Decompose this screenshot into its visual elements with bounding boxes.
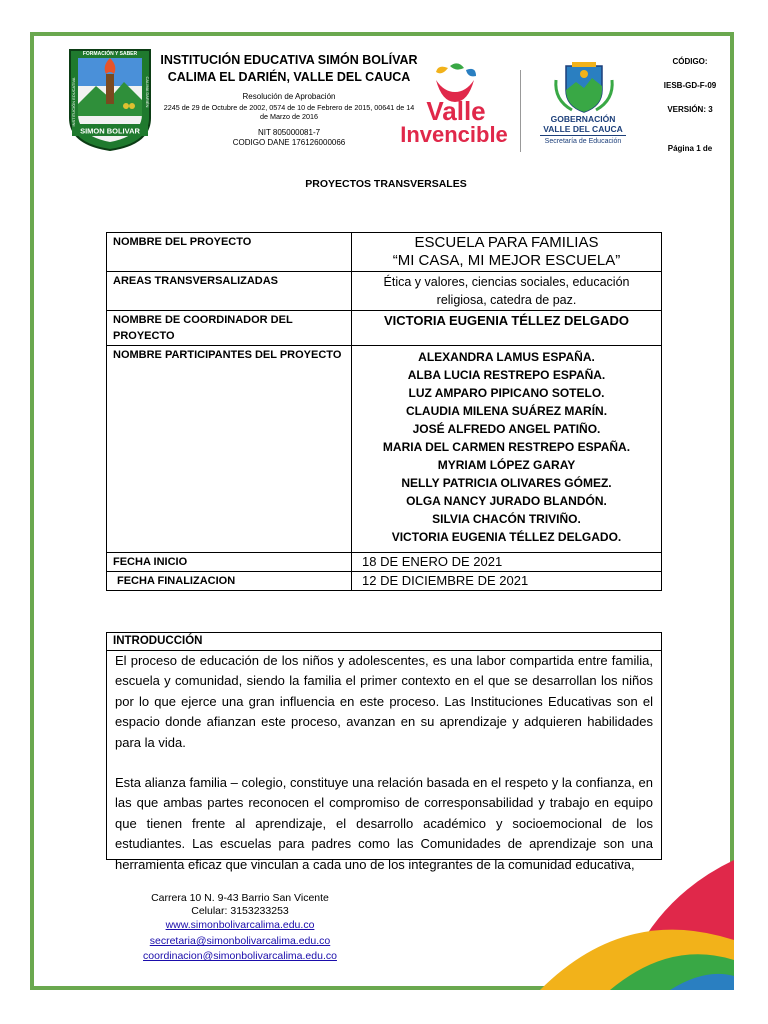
decorative-color-waves [500,860,734,990]
areas-value: Ética y valores, ciencias sociales, educación religiosa, catedra de paz. [352,272,662,311]
logo-separator [520,70,521,152]
dane-code: CODIGO DANE 176126000066 [232,138,346,147]
introduction-heading: INTRODUCCIÓN [107,633,661,651]
footer-website-wrap [120,919,360,932]
project-name-line1: ESCUELA PARA FAMILIAS [414,234,599,251]
participants-label: NOMBRE PARTICIPANTES DEL PROYECTO [107,346,352,553]
logo-top-text: FORMACIÓN Y SABER [82,51,138,57]
gobernacion-divider [540,135,626,136]
footer-email-coordinacion-link[interactable]: coordinacion@simonbolivarcalima.edu.co [143,950,337,962]
participant-name: VICTORIA EUGENIA TÉLLEZ DELGADO. [391,530,622,544]
introduction-section [106,632,662,872]
footer-email2-wrap [120,950,360,963]
code-value: IESB-GD-F-09 [663,81,717,90]
logo-banner-text: SIMON BOLIVAR [80,126,140,136]
project-name-line2: “MI CASA, MI MEJOR ESCUELA” [392,252,621,269]
resolution-title: Resolución de Aprobación [242,92,336,101]
document-title: PROYECTOS TRANSVERSALES [305,178,467,190]
page-indicator [650,144,730,153]
logo-left-text: INSTITUCIÓN EDUCATIVA [71,77,76,127]
participant-name: MYRIAM LÓPEZ GARAY [437,458,576,472]
coordinator-value: VICTORIA EUGENIA TÉLLEZ DELGADO [352,311,662,346]
project-info-table [106,232,662,591]
end-date-label: FECHA FINALIZACION [107,572,352,591]
participant-name: LUZ AMPARO PIPICANO SOTELO. [408,386,605,400]
end-date-value: 12 DE DICIEMBRE DE 2021 [352,572,662,591]
school-logo [62,44,158,152]
participant-name: JOSÉ ALFREDO ANGEL PATIÑO. [412,422,601,436]
table-row [107,346,662,553]
page-suffix: de [702,144,713,153]
code-label: CÓDIGO: [672,57,708,66]
gobernacion-line1: GOBERNACIÓN [550,114,616,124]
institution-name: INSTITUCIÓN EDUCATIVA SIMÓN BOLÍVAR [160,53,418,67]
footer-website-link[interactable]: www.simonbolivarcalima.edu.co [165,919,315,931]
introduction-paragraph-1: El proceso de educación de los niños y adolescentes, es una labor compartida entre familia, escuela y comunidad, siendo la familia el primer contexto en el que se desarrollan los niños por lo que ejerce una gran influencia en este proceso. Las Instituciones Educativas son el espacio donde afianzan este proceso, avanzan en su aprendizaje y adquieren habilidades para la vida. [115,653,653,750]
gobernacion-crest-icon [552,60,616,114]
start-date-value: 18 DE ENERO DE 2021 [352,553,662,572]
participants-list [352,346,662,553]
resolution-text: 2245 de 29 de Octubre de 2002, 0574 de 10 de Febrero de 2015, 00641 de 14 de Marzo de 2016 [163,103,415,121]
page-number: 1 [696,144,701,153]
footer-email1-wrap [120,935,360,948]
participant-name: MARIA DEL CARMEN RESTREPO ESPAÑA. [382,440,631,454]
gobernacion-line2: VALLE DEL CAUCA [543,124,623,134]
project-name-label: NOMBRE DEL PROYECTO [107,233,352,272]
participant-name: NELLY PATRICIA OLIVARES GÓMEZ. [401,476,612,490]
table-row [107,311,662,346]
participant-name: ALEXANDRA LAMUS ESPAÑA. [418,350,595,364]
participant-name: SILVIA CHACÓN TRIVIÑO. [432,512,581,526]
footer-phone: Celular: 3153233253 [191,905,289,917]
participant-name: OLGA NANCY JURADO BLANDÓN. [406,494,607,508]
page-prefix: Página [667,144,694,153]
table-row [107,233,662,272]
logo-right-text: CALIMA DARIÉN [145,76,150,108]
areas-label: AREAS TRANSVERSALIZADAS [107,272,352,311]
table-row [107,572,662,591]
version-label: VERSIÓN: 3 [667,105,713,114]
introduction-paragraph-2: Esta alianza familia – colegio, constituye una relación basada en el respeto y la confianza, en las que ambas partes reconocen el compromiso de corresponsabilidad y trabajo en equipo que tienen frente al aprendizaje, el desarrollo académico y socioemocional de los estudiantes. Las escuelas para padres como las Comunidades de aprendizaje son una herramienta eficaz que vinculan a cada uno de los integrantes de la comunidad educativa, [115,775,653,872]
participant-name: CLAUDIA MILENA SUÁREZ MARÍN. [405,404,608,418]
footer-address: Carrera 10 N. 9-43 Barrio San Vicente [151,892,329,904]
coordinator-label: NOMBRE DE COORDINADOR DEL PROYECTO [107,311,352,346]
footer-email-secretaria-link[interactable]: secretaria@simonbolivarcalima.edu.co [149,935,331,947]
valle-logo-line2: Invencible [400,122,508,147]
nit-number: NIT 805000081-7 [257,128,321,137]
table-row [107,553,662,572]
project-name-value [352,233,662,272]
participant-name: ALBA LUCIA RESTREPO ESPAÑA. [407,368,606,382]
table-row [107,272,662,311]
start-date-label: FECHA INICIO [107,553,352,572]
institution-city: CALIMA EL DARIÉN, VALLE DEL CAUCA [167,70,411,84]
gobernacion-line3: Secretaría de Educación [544,138,622,145]
valle-logo-line1: Valle [426,96,486,126]
